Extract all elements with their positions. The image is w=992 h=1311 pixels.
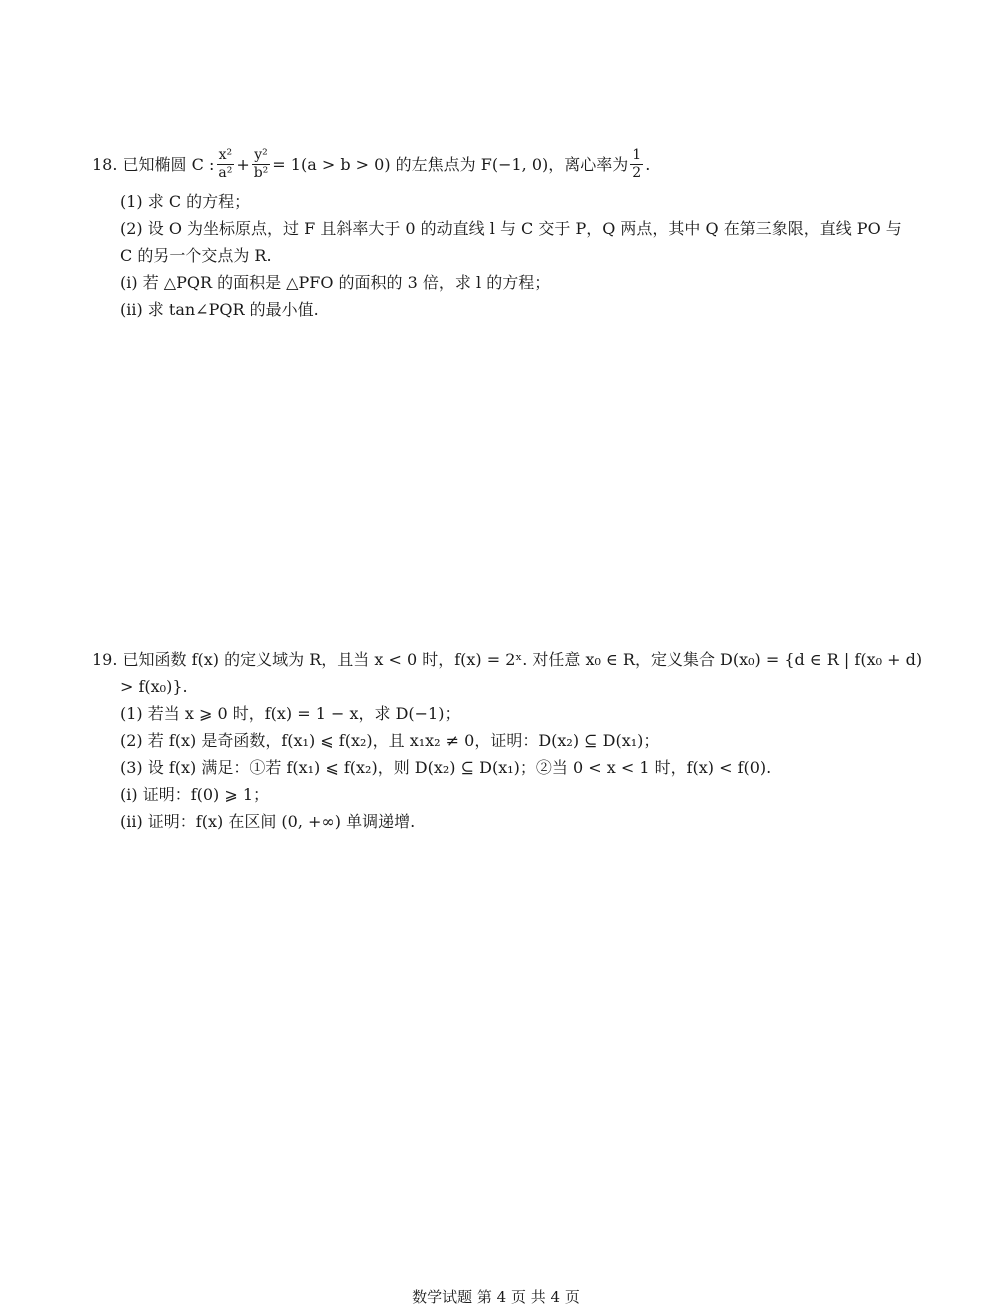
fraction-one-half	[630, 147, 643, 182]
problem-18	[92, 140, 912, 323]
fraction-x2-over-a2	[216, 147, 234, 182]
stem-text-start: 18. 已知椭圆 C :	[92, 154, 215, 174]
fraction-denominator: a²	[218, 164, 233, 181]
q18-part-1: (1) 求 C 的方程；	[120, 192, 251, 211]
fraction-numerator: y²	[254, 146, 268, 163]
fraction-y2-over-b2	[252, 147, 271, 182]
q18-part-2: (2) 设 O 为坐标原点，过 F 且斜率大于 0 的动直线 l 与 C 交于 P，Q 两点，其中 Q 在第三象限，直线 PO 与	[120, 219, 902, 238]
problem-19-stem: 19. 已知函数 f(x) 的定义域为 R，且当 x < 0 时，f(x) = 2ˣ. 对任意 x₀ ∈ R，定义集合 D(x₀) = {d ∈ R | f(x₀ + d)	[92, 650, 923, 669]
problem-19	[92, 646, 923, 835]
fraction-denominator: b²	[253, 164, 269, 181]
q19-part-ii: (ii) 证明：f(x) 在区间 (0, +∞) 单调递增.	[120, 812, 416, 831]
fraction-numerator: 1	[632, 146, 642, 163]
q19-part-2: (2) 若 f(x) 是奇函数，f(x₁) ⩽ f(x₂)，且 x₁x₂ ≠ 0，证明：D(x₂) ⊆ D(x₁)；	[120, 731, 660, 750]
stem-text-middle: = 1(a > b > 0) 的左焦点为 F(−1, 0)，离心率为	[272, 154, 629, 174]
q18-part-2-cont: C 的另一个交点为 R.	[120, 246, 272, 265]
q18-part-ii: (ii) 求 tan∠PQR 的最小值.	[120, 300, 319, 319]
q19-part-1: (1) 若当 x ⩾ 0 时，f(x) = 1 − x，求 D(−1)；	[120, 704, 461, 723]
problem-18-stem	[92, 140, 912, 188]
plus-sign: +	[236, 154, 250, 174]
page-footer: 数学试题 第 4 页 共 4 页	[412, 1288, 580, 1306]
q19-part-i: (i) 证明：f(0) ⩾ 1；	[120, 785, 270, 804]
q18-part-i: (i) 若 △PQR 的面积是 △PFO 的面积的 3 倍，求 l 的方程；	[120, 273, 551, 292]
fraction-denominator: 2	[632, 164, 642, 181]
fraction-numerator: x²	[218, 146, 233, 163]
stem-text-end: .	[645, 154, 651, 174]
q19-part-3: (3) 设 f(x) 满足：①若 f(x₁) ⩽ f(x₂)，则 D(x₂) ⊆ D(x₁)；②当 0 < x < 1 时，f(x) < f(0).	[120, 758, 772, 777]
q19-stem-cont: > f(x₀)}.	[120, 677, 188, 696]
